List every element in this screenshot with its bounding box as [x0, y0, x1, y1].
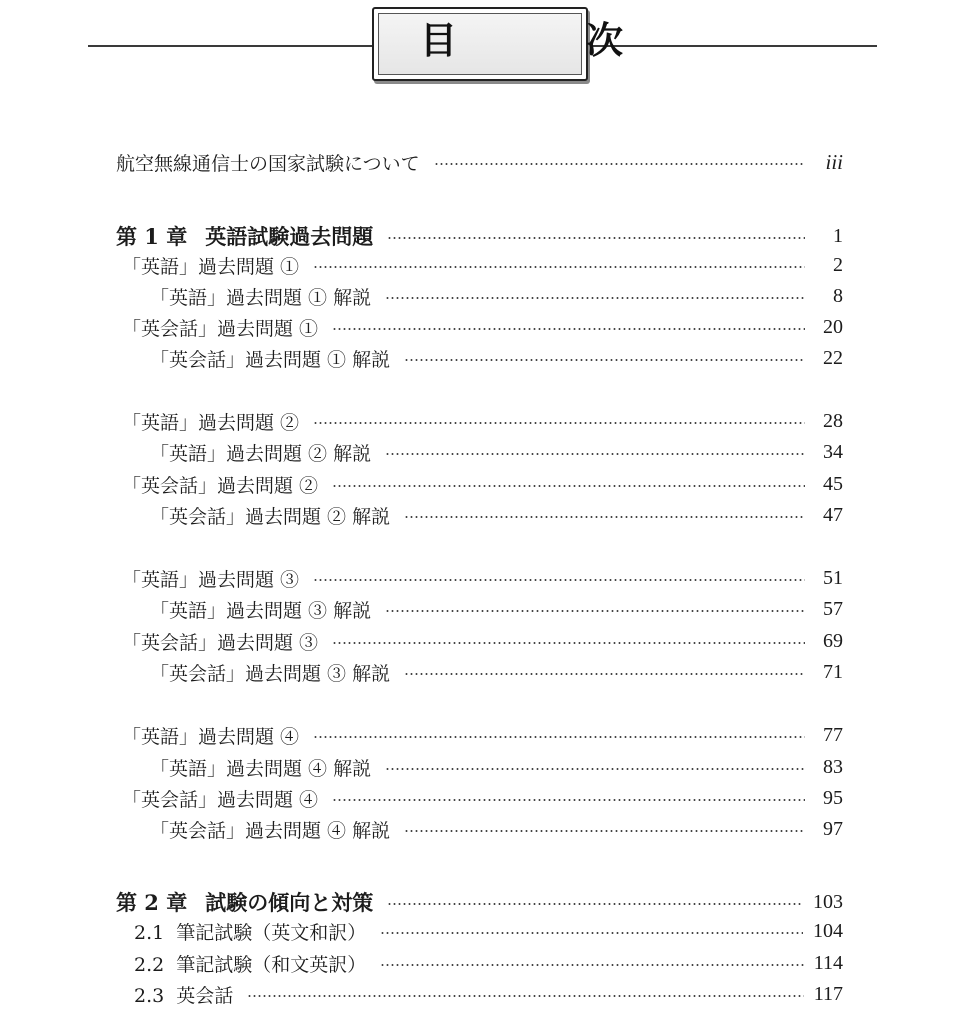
dot-leader: [247, 995, 804, 997]
dot-leader: [385, 297, 805, 299]
toc-entry-label: 「英会話」過去問題 ③: [122, 631, 319, 654]
toc-entry-label: 「英語」過去問題 ③ 解説: [150, 599, 372, 622]
toc-chapter-2[interactable]: [0, 887, 843, 917]
toc-page-number: 77: [823, 723, 843, 746]
toc-entry[interactable]: [0, 752, 843, 782]
dot-leader: [332, 485, 805, 487]
toc-entry[interactable]: [0, 563, 843, 593]
toc-entry[interactable]: [0, 250, 843, 280]
toc-page-number: 8: [833, 284, 843, 307]
toc-entry-label: 英会話: [176, 984, 234, 1007]
toc-entry[interactable]: [0, 437, 843, 467]
toc-chapter-heading: [116, 887, 373, 917]
toc-entry-label: 「英語」過去問題 ①: [122, 255, 300, 278]
toc-page-number: 28: [823, 409, 843, 432]
toc-page-number: 51: [823, 566, 843, 589]
toc-page-number: 69: [823, 629, 843, 652]
toc-chapter-1[interactable]: [0, 221, 843, 251]
dot-leader: [380, 964, 804, 966]
dot-leader: [313, 266, 805, 268]
toc-entry[interactable]: [0, 626, 843, 656]
toc-entry[interactable]: [0, 469, 843, 499]
dot-leader: [332, 642, 805, 644]
section-number: 2.3: [134, 984, 165, 1007]
title-box: [372, 7, 669, 81]
toc-page-number: 71: [823, 660, 843, 683]
toc-section-heading: [134, 981, 233, 1008]
dot-leader: [385, 768, 805, 770]
dot-leader: [313, 579, 805, 581]
toc-page-number: 117: [813, 982, 843, 1005]
toc-page-number: 114: [813, 951, 843, 974]
toc-entry-label: 「英会話」過去問題 ③ 解説: [150, 662, 391, 685]
page-title: 目 次: [420, 19, 669, 62]
toc-section-2-3[interactable]: [0, 979, 843, 1009]
toc-entry-label: 「英語」過去問題 ① 解説: [150, 286, 372, 309]
dot-leader: [313, 422, 805, 424]
toc-page-number: 83: [823, 755, 843, 778]
toc-page-number: 47: [823, 503, 843, 526]
toc-entry[interactable]: [0, 281, 843, 311]
dot-leader: [332, 328, 805, 330]
chapter-number: 第 2 章: [116, 890, 188, 915]
toc-entry[interactable]: [0, 657, 843, 687]
toc-page-number: 103: [813, 890, 843, 913]
dot-leader: [404, 673, 805, 675]
dot-leader: [385, 453, 805, 455]
toc-page-number: 2: [833, 253, 843, 276]
toc-page-number: 104: [813, 919, 843, 942]
toc-page-number: 22: [823, 346, 843, 369]
dot-leader: [385, 610, 805, 612]
toc-entry-label: 「英会話」過去問題 ②: [122, 474, 319, 497]
toc-entry[interactable]: [0, 783, 843, 813]
dot-leader: [434, 163, 805, 165]
toc-page-number: 20: [823, 315, 843, 338]
toc-entry-label: 航空無線通信士の国家試験について: [116, 152, 420, 175]
dot-leader: [387, 903, 803, 905]
toc-entry-label: 「英語」過去問題 ② 解説: [150, 442, 372, 465]
toc-entry[interactable]: [0, 720, 843, 750]
section-number: 2.1: [134, 921, 165, 944]
toc-section-heading: [134, 950, 366, 977]
toc-page-number: 97: [823, 817, 843, 840]
toc-entry[interactable]: [0, 500, 843, 530]
toc-chapter-heading: [116, 221, 373, 251]
dot-leader: [404, 830, 805, 832]
toc-entry-label: 筆記試験（英文和訳）: [176, 921, 367, 944]
toc-entry[interactable]: [0, 406, 843, 436]
chapter-number: 第 1 章: [116, 224, 188, 249]
toc-page-number: 45: [823, 472, 843, 495]
section-number: 2.2: [134, 953, 165, 976]
dot-leader: [313, 736, 805, 738]
toc-entry[interactable]: [0, 343, 843, 373]
toc-entry-label: 「英語」過去問題 ④ 解説: [150, 757, 372, 780]
toc-entry[interactable]: [0, 814, 843, 844]
toc-page-number: iii: [825, 149, 843, 174]
toc-entry-label: 筆記試験（和文英訳）: [176, 953, 367, 976]
toc-entry-label: 「英会話」過去問題 ④: [122, 788, 319, 811]
toc-entry-label: 「英会話」過去問題 ④ 解説: [150, 819, 391, 842]
header-rule-left: [88, 45, 372, 47]
dot-leader: [387, 237, 805, 239]
toc-section-heading: [134, 918, 366, 945]
chapter-title: 英語試験過去問題: [205, 224, 374, 249]
toc-section-2-1[interactable]: [0, 916, 843, 946]
toc-page-number: 57: [823, 597, 843, 620]
chapter-title: 試験の傾向と対策: [205, 890, 374, 915]
toc-entry-label: 「英会話」過去問題 ① 解説: [150, 348, 391, 371]
toc-entry-label: 「英会話」過去問題 ①: [122, 317, 319, 340]
toc-section-2-2[interactable]: [0, 948, 843, 978]
toc-entry-intro[interactable]: [0, 147, 843, 177]
toc-entry-label: 「英語」過去問題 ③: [122, 568, 300, 591]
dot-leader: [404, 359, 805, 361]
dot-leader: [404, 516, 805, 518]
toc-page-number: 34: [823, 440, 843, 463]
toc-entry-label: 「英語」過去問題 ②: [122, 411, 300, 434]
toc-entry-label: 「英会話」過去問題 ② 解説: [150, 505, 391, 528]
toc-entry[interactable]: [0, 312, 843, 342]
toc-page-number: 95: [823, 786, 843, 809]
toc-entry-label: 「英語」過去問題 ④: [122, 725, 300, 748]
dot-leader: [380, 932, 803, 934]
dot-leader: [332, 799, 805, 801]
toc-page-number: 1: [833, 224, 843, 247]
toc-entry[interactable]: [0, 594, 843, 624]
